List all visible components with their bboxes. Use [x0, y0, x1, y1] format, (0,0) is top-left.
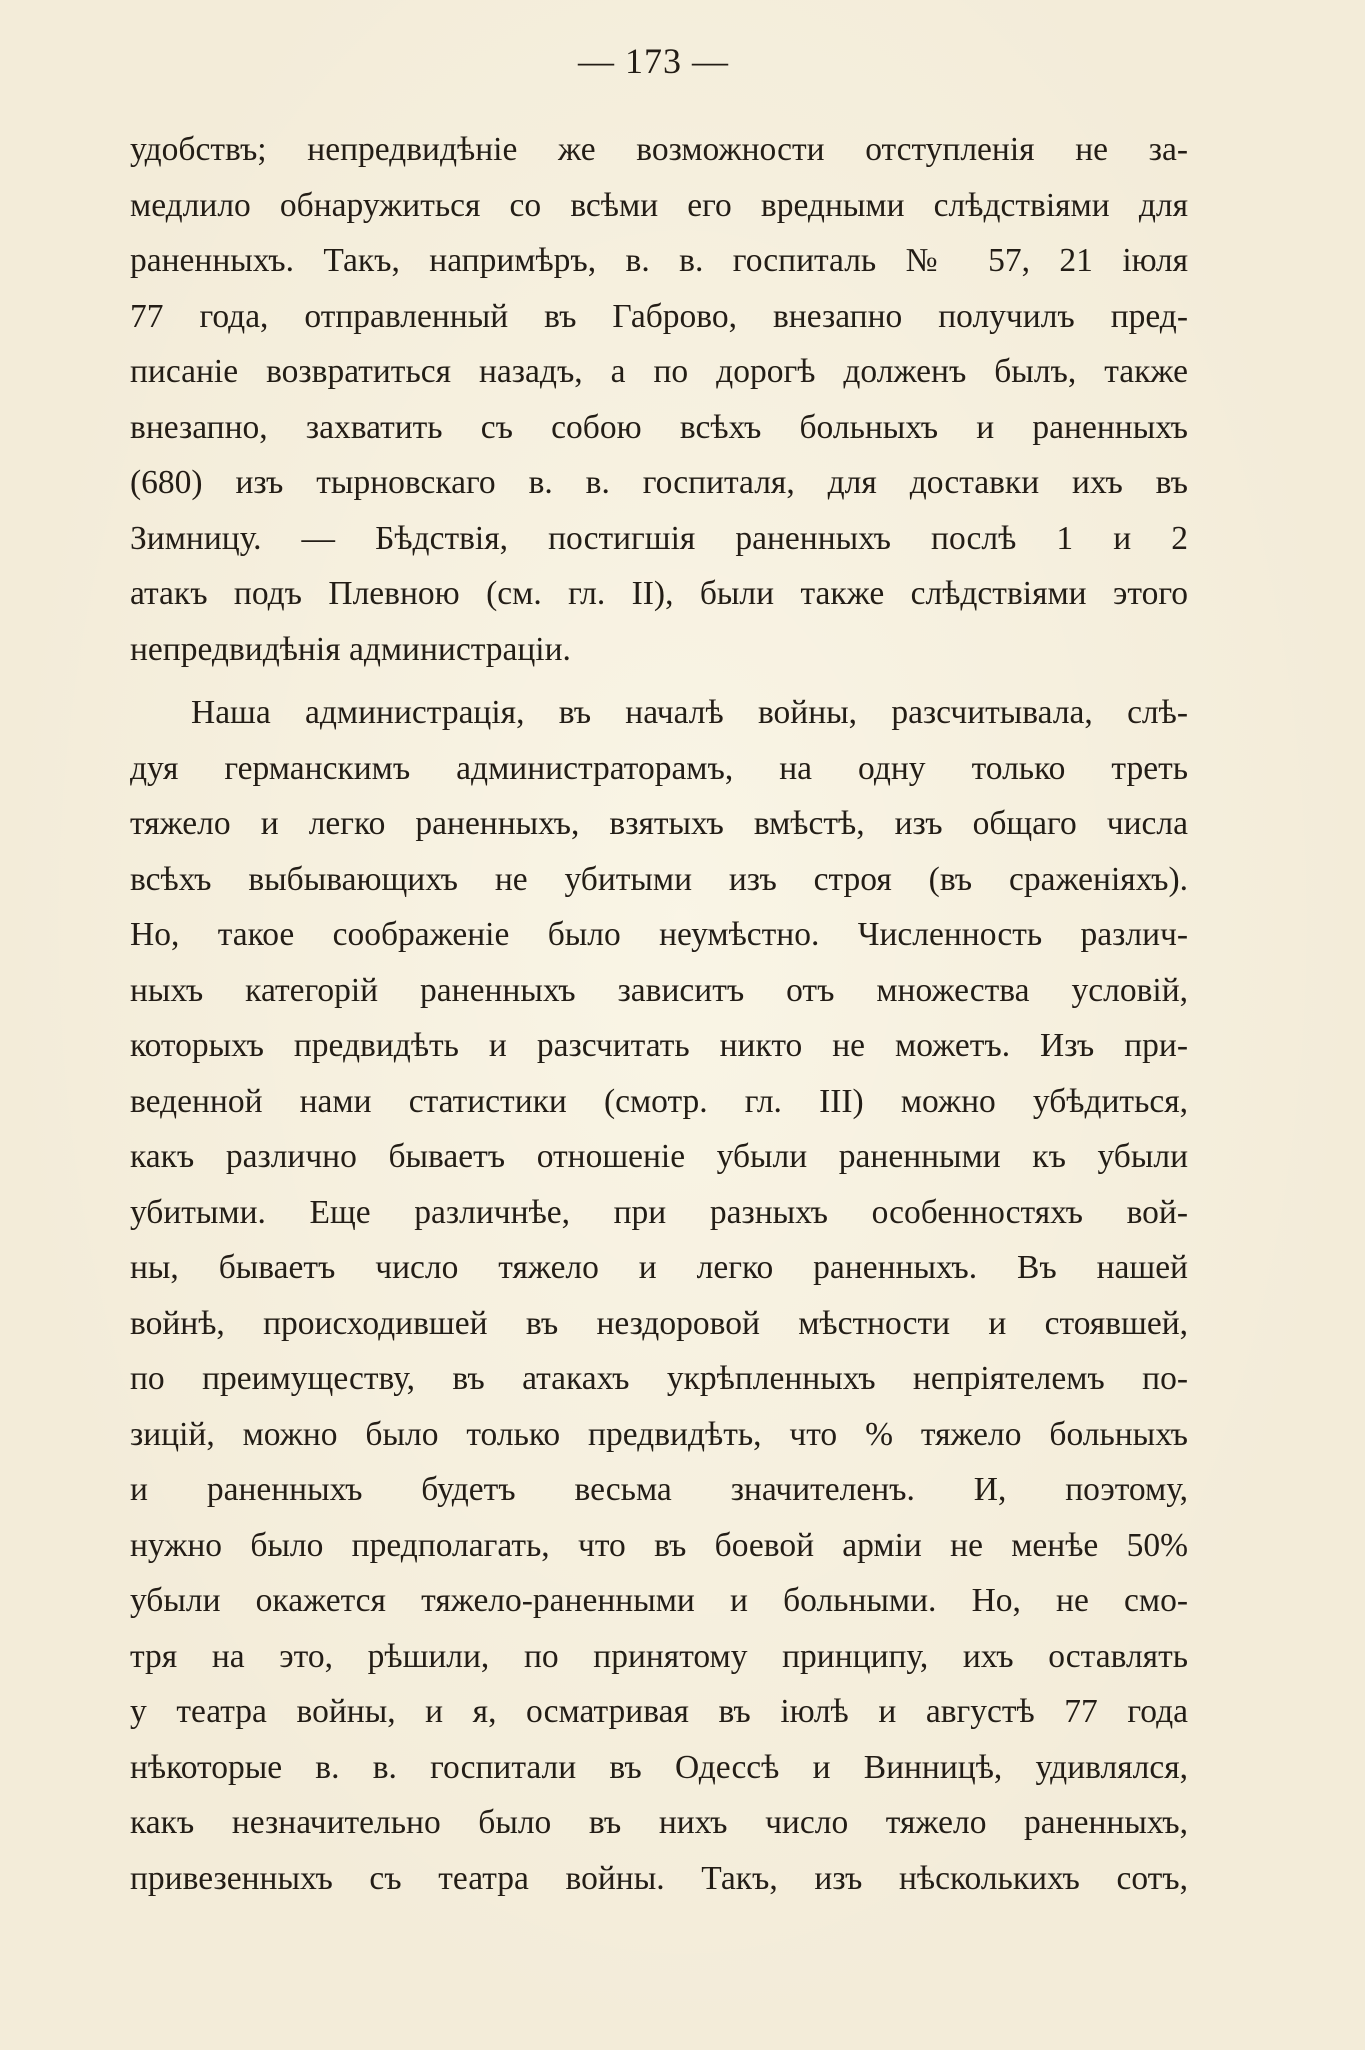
text-line: удобствъ; непредвидѣніе же возможности отступленія не за- [130, 131, 1188, 168]
text-line: Наша администрація, въ началѣ войны, разсчитывала, слѣ- [191, 694, 1188, 731]
text-line: и раненныхъ будетъ весьма значителенъ. И, поэтому, [130, 1471, 1188, 1508]
text-line: нѣкоторые в. в. госпитали въ Одессѣ и Винницѣ, удивлялся, [130, 1748, 1188, 1786]
text-line: дуя германскимъ администраторамъ, на одну только треть [130, 749, 1188, 787]
text-line: Зимницу. — Бѣдствія, постигшія раненныхъ послѣ 1 и 2 [130, 519, 1188, 557]
text-line: по преимуществу, въ атакахъ укрѣпленныхъ непріятелемъ по- [130, 1360, 1188, 1397]
text-line: ныхъ категорій раненныхъ зависитъ отъ множества условій, [130, 971, 1188, 1009]
text-line: веденной нами статистики (смотр. гл. III) можно убѣдиться, [130, 1082, 1188, 1120]
paragraph-2 [130, 685, 1188, 1906]
text-line: которыхъ предвидѣть и разсчитать никто не можетъ. Изъ при- [130, 1027, 1188, 1064]
text-line: писаніе возвратиться назадъ, а по дорогѣ долженъ былъ, также [130, 353, 1188, 390]
text-line: медлило обнаружиться со всѣми его вредными слѣдствіями для [130, 186, 1188, 224]
text-line: 77 года, отправленный въ Габрово, внезапно получилъ пред- [130, 297, 1188, 335]
text-line: всѣхъ выбывающихъ не убитыми изъ строя (въ сраженіяхъ). [130, 860, 1188, 898]
paragraph-1 [130, 122, 1188, 677]
text-line: тяжело и легко раненныхъ, взятыхъ вмѣстѣ, изъ общаго числа [130, 805, 1188, 842]
text-line: привезенныхъ съ театра войны. Такъ, изъ нѣсколькихъ сотъ, [130, 1859, 1188, 1897]
text-line: какъ различно бываетъ отношеніе убыли раненными къ убыли [130, 1138, 1188, 1175]
text-line: ны, бываетъ число тяжело и легко раненныхъ. Въ нашей [130, 1249, 1188, 1286]
page-number: — 173 — [578, 41, 729, 81]
text-line: (680) изъ тырновскаго в. в. госпиталя, для доставки ихъ въ [130, 464, 1188, 501]
text-line: зицій, можно было только предвидѣть, что % тяжело больныхъ [130, 1415, 1188, 1453]
text-line: убитыми. Еще различнѣе, при разныхъ особенностяхъ вой- [130, 1193, 1188, 1231]
text-line: раненныхъ. Такъ, напримѣръ, в. в. госпиталь № 57, 21 іюля [130, 242, 1188, 279]
text-line: непредвидѣнія администраціи. [130, 630, 571, 668]
text-line: Но, такое соображеніе было неумѣстно. Численность различ- [130, 916, 1188, 953]
text-line: убыли окажется тяжело-раненными и больными. Но, не смо- [130, 1582, 1188, 1619]
body-text [130, 122, 1188, 1906]
text-line: внезапно, захватить съ собою всѣхъ больныхъ и раненныхъ [130, 408, 1188, 446]
text-line: у театра войны, и я, осматривая въ іюлѣ и августѣ 77 года [130, 1693, 1188, 1730]
text-line: атакъ подъ Плевною (см. гл. II), были также слѣдствіями этого [130, 575, 1188, 612]
text-line: тря на это, рѣшили, по принятому принципу, ихъ оставлять [130, 1637, 1188, 1675]
text-line: войнѣ, происходившей въ нездоровой мѣстности и стоявшей, [130, 1304, 1188, 1342]
text-line: какъ незначительно было въ нихъ число тяжело раненныхъ, [130, 1804, 1188, 1841]
text-line: нужно было предполагать, что въ боевой арміи не менѣе 50% [130, 1526, 1188, 1564]
